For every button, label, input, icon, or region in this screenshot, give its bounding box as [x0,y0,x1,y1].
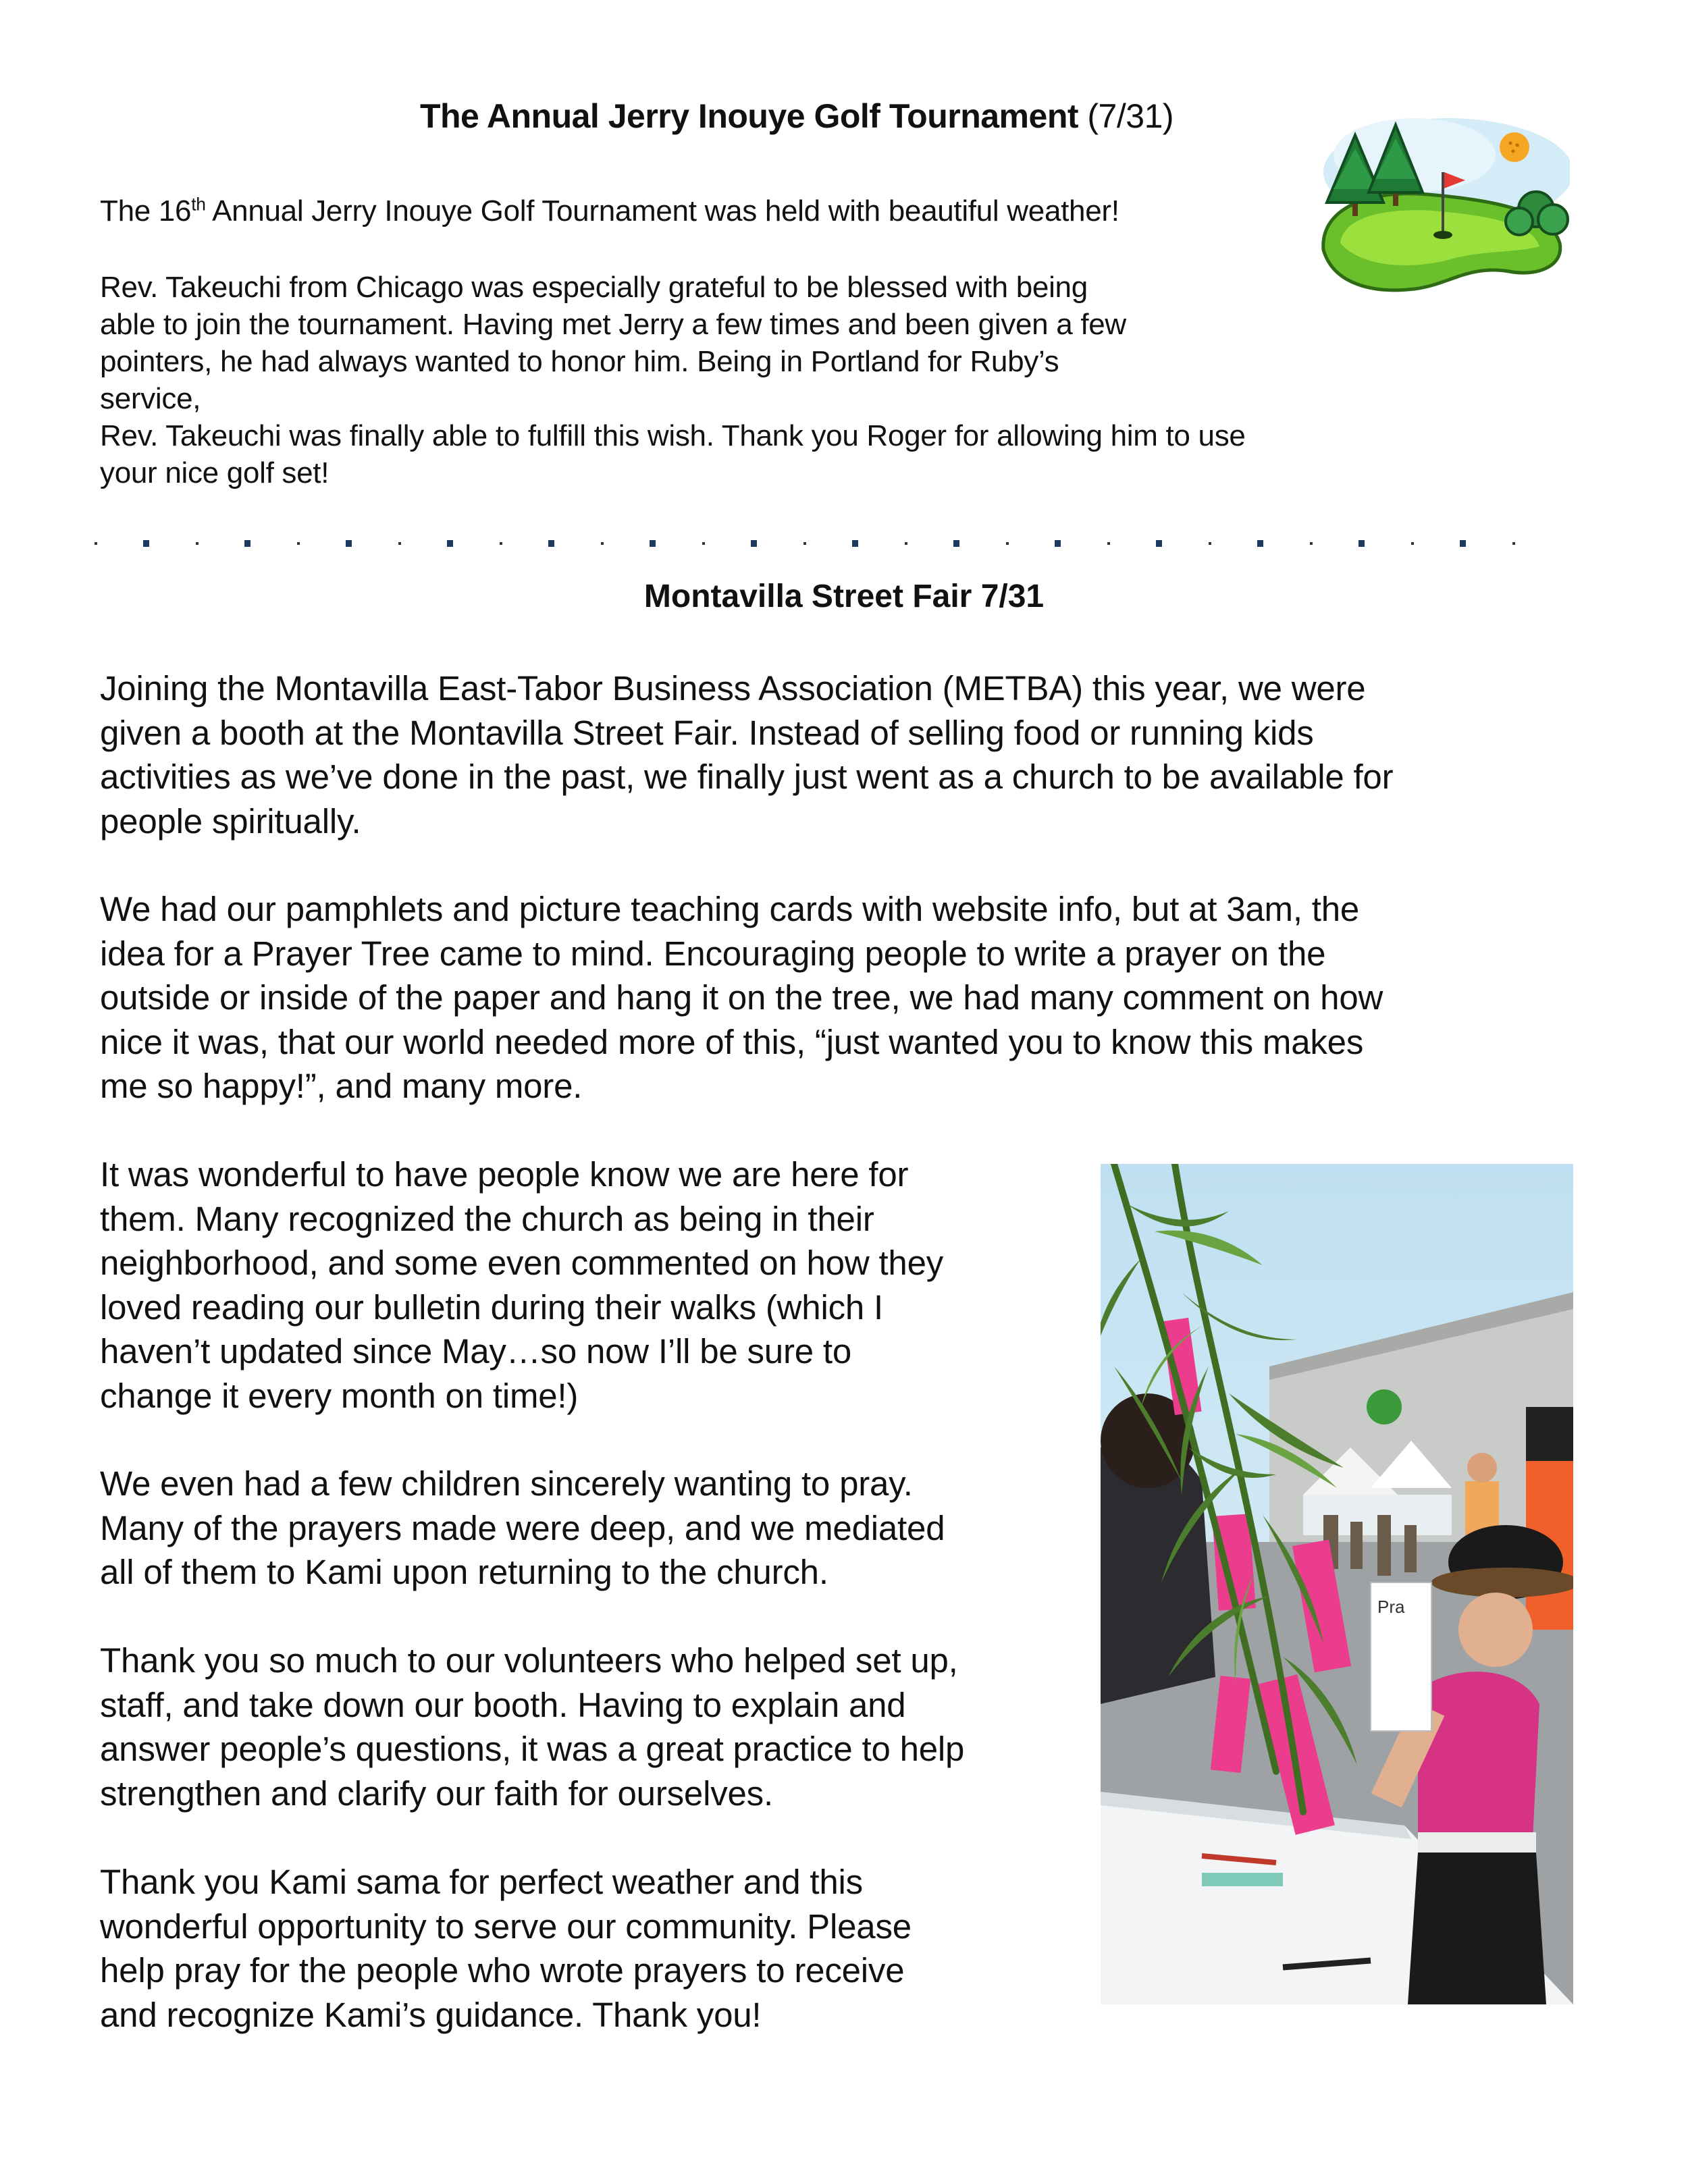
fair-article-title: Montavilla Street Fair 7/31 [643,579,1045,614]
fair-paragraph-1: Joining the Montavilla East-Tabor Business Association (METBA) this year, we were given a booth at the Montavilla Street Fair. Instead of selling food or running kids activities as we’ve done in the past, we finally just went as a church to be available for people spiritually. [100,669,1394,841]
fair-paragraph-6: Thank you Kami sama for perfect weather and this wonderful opportunity to serve our community. Please help pray for the people who wrote prayers to receive and recognize Kami’s guidance. Thank you! [100,1863,912,2034]
section-divider [95,539,1566,548]
golf-title-date: (7/31) [1087,97,1174,135]
prayer-tree-photo-art [1101,1164,1573,2004]
golf-paragraph-1: The 16th Annual Jerry Inouye Golf Tournament was held with beautiful weather! [100,194,1119,228]
fair-paragraph-5: Thank you so much to our volunteers who helped set up, staff, and take down our booth. Having to explain and answer people’s questions, it was a great practice to help strengthen and clarify our faith for ourselves. [100,1641,965,1813]
golf-course-clipart-icon [1313,108,1570,311]
golf-article-title [101,97,1492,136]
fair-paragraph-3: It was wonderful to have people know we are here for them. Many recognized the church as being in their neighborhood, and some even commented on how they loved reading our bulletin during their walks (which I haven’t updated since May…so now I’ll be sure to change it every month on time!) [100,1155,944,1415]
golf-title-main: The Annual Jerry Inouye Golf Tournament [419,97,1088,135]
fair-paragraph-2: We had our pamphlets and picture teaching cards with website info, but at 3am, the idea for a Prayer Tree came to mind. Encouraging people to write a prayer on the outside or inside of the paper and hang it on the tree, we had many comment on how nice it was, that our world needed more of this, “just wanted you to know this makes me so happy!”, and many more. [100,890,1383,1105]
golf-paragraph-2: Rev. Takeuchi from Chicago was especially grateful to be blessed with being able to join the tournament. Having met Jerry a few times and been given a few pointers, he had always wanted to honor him. Being in Portland for Ruby’s service, Rev. Takeuchi was finally able to fulfill this wish. Thank you Roger for allowing him to use your nice golf set! [100,271,1246,489]
fair-paragraph-4: We even had a few children sincerely wanting to pray. Many of the prayers made were deep, and we mediated all of them to Kami upon returning to the church. [100,1464,945,1591]
prayer-sign-text: Pra [1377,1597,1405,1617]
prayer-tree-photo [1101,1164,1573,2004]
